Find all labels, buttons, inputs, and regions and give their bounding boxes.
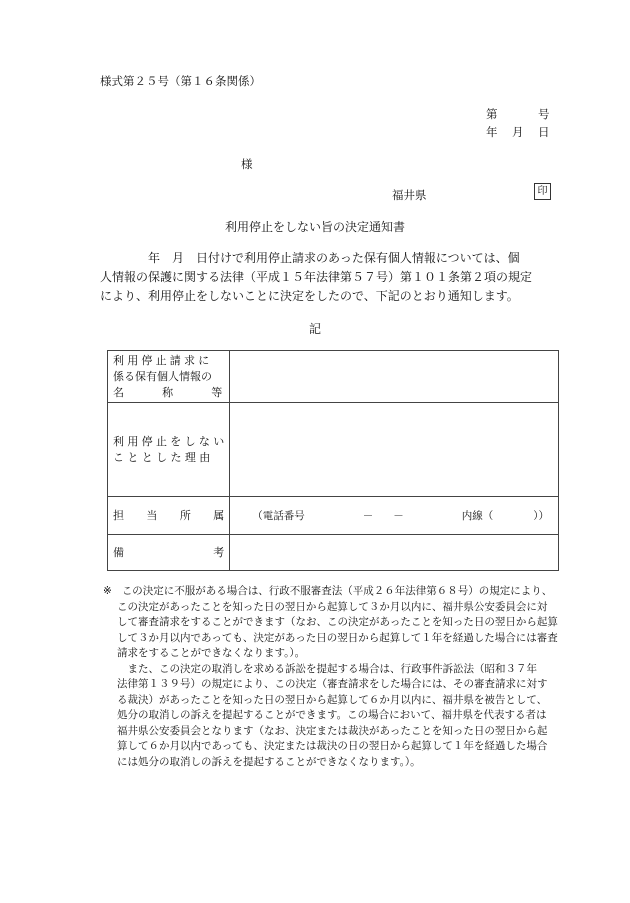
date-day: 日 bbox=[538, 125, 550, 139]
note-line: には処分の取消しの訴えを提起することができなくなります。）。 bbox=[117, 755, 421, 768]
label-char: 等 bbox=[211, 385, 223, 399]
note-line: 算して６か月以内であっても、決定または裁決の日の翌日から起算して１年を経過した場合 bbox=[117, 740, 548, 752]
date-year: 年 bbox=[486, 125, 498, 139]
label-department bbox=[108, 497, 230, 535]
date-month: 月 bbox=[512, 125, 524, 139]
label-char: な bbox=[198, 434, 210, 448]
label-char: 用 bbox=[127, 434, 139, 448]
seal-box: 印 bbox=[534, 183, 551, 200]
value-target-info[interactable] bbox=[230, 351, 559, 403]
ki-heading: 記 bbox=[308, 322, 321, 336]
info-table bbox=[107, 350, 559, 571]
phone-dash: － bbox=[362, 510, 374, 522]
extension-close: ）） bbox=[533, 510, 550, 522]
label-char: こ bbox=[113, 450, 124, 464]
body-line: により、利用停止をしないことに決定をしたので、下記のとおり通知します。 bbox=[100, 289, 519, 303]
label-char: し bbox=[184, 434, 196, 448]
notes-section bbox=[103, 584, 563, 770]
label-char: 所 bbox=[179, 508, 191, 522]
label-char: を bbox=[170, 434, 182, 448]
note-line: 福井県公安委員会となります（なお、決定または裁決があったことを知った日の翌日から起 bbox=[117, 724, 548, 737]
label-reason bbox=[108, 403, 230, 497]
label-char: た bbox=[170, 450, 182, 464]
note-line: 請求をすることができなくなります。）。 bbox=[117, 647, 306, 659]
form-number: 様式第２５号（第１６条関係） bbox=[100, 74, 261, 88]
table-row bbox=[108, 535, 559, 571]
table-row bbox=[108, 351, 559, 403]
label-char: 称 bbox=[162, 385, 174, 399]
phone-label: （電話番号 bbox=[252, 510, 305, 522]
note-mark: ※ bbox=[103, 585, 112, 597]
extension-label: 内線（ bbox=[461, 510, 494, 522]
phone-dash: － bbox=[393, 510, 404, 522]
body-line: 年 月 日付けで利用停止請求のあった保有個人情報については、個 bbox=[100, 251, 520, 265]
value-reason[interactable] bbox=[230, 403, 559, 497]
label-char: 考 bbox=[213, 545, 225, 559]
addressee-honorific: 様 bbox=[241, 157, 253, 171]
note-line: して審査請求をすることができます（なお、この決定があったことを知った日の翌日から起算 bbox=[117, 616, 558, 628]
label-char: 止 bbox=[155, 434, 167, 448]
label-char: し bbox=[156, 450, 168, 464]
value-remarks[interactable] bbox=[230, 535, 559, 571]
label-char: 由 bbox=[199, 450, 211, 464]
doc-number-prefix: 第 bbox=[486, 107, 498, 121]
table-row bbox=[108, 497, 559, 535]
note-line: 処分の取消しの訴えを提起することができます。この場合において、福井県を代表する者は bbox=[117, 709, 547, 721]
label-char: と bbox=[127, 450, 139, 464]
table-row bbox=[108, 403, 559, 497]
label-target-info bbox=[108, 351, 230, 403]
note-line: また、この決定の取消しを求める訴訟を提起する場合は、行政事件訴訟法（昭和３７年 bbox=[117, 662, 537, 675]
label-char: と bbox=[141, 450, 153, 464]
label-char: 備 bbox=[113, 545, 124, 559]
document-title: 利用停止をしない旨の決定通知書 bbox=[224, 220, 405, 234]
label-char: 当 bbox=[146, 508, 158, 522]
label-char: 利 bbox=[113, 434, 124, 448]
note-line: して３か月以内であっても、決定があった日の翌日から起算して１年を経過した場合には審査 bbox=[117, 631, 558, 644]
label-char: 理 bbox=[184, 450, 196, 464]
label-char: い bbox=[213, 434, 225, 448]
note-line: この決定があったことを知った日の翌日から起算して３か月以内に、福井県公安委員会に対 bbox=[117, 600, 548, 613]
label-line: 利用停止請求に bbox=[113, 353, 213, 367]
label-char: 停 bbox=[141, 434, 153, 448]
issuer-name: 福井県 bbox=[392, 188, 427, 202]
doc-number-suffix: 号 bbox=[538, 107, 550, 121]
note-line: この決定に不服がある場合は、行政不服審査法（平成２６年法律第６８号）の規定により、 bbox=[121, 585, 553, 597]
note-line: る裁決）があったことを知った日の翌日から起算して６か月以内に、福井県を被告として、 bbox=[117, 693, 548, 706]
note-line: 法律第１３９号）の規定により、この決定（審査請求をした場合には、その審査請求に対す bbox=[117, 678, 548, 690]
value-department[interactable] bbox=[230, 497, 559, 535]
label-remarks bbox=[108, 535, 230, 571]
label-char: 属 bbox=[213, 508, 225, 522]
body-line: 人情報の保護に関する法律（平成１５年法律第５７号）第１０１条第２項の規定 bbox=[100, 270, 533, 284]
label-char: 担 bbox=[113, 508, 124, 522]
body-paragraph bbox=[100, 249, 560, 306]
label-line: 係る保有個人情報の bbox=[113, 369, 212, 383]
label-char: 名 bbox=[113, 385, 124, 399]
